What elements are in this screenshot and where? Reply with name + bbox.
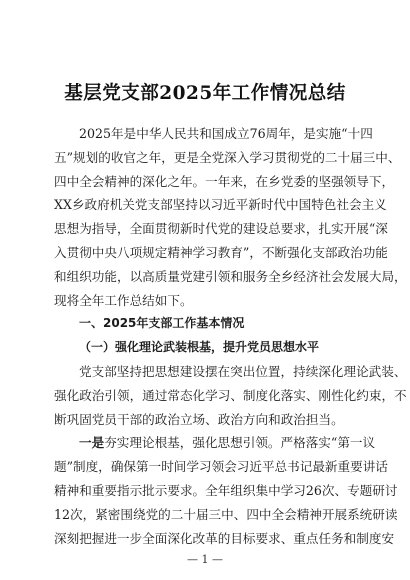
text-line: 五”规划的收官之年，更是全党深入学习贯彻党的二十届三中、: [54, 149, 401, 165]
text-line: 四中全会精神的深化之年。一年来，在乡党委的坚强领导下，: [54, 173, 395, 189]
text-line: 2025年是中华人民共和国成立76周年，是实施“十四: [79, 126, 373, 141]
page-number: — 1 —: [187, 553, 223, 566]
paragraph-lead: 一是: [79, 435, 105, 451]
text-line: 入贯彻中央八项规定精神学习教育”，不断强化支部政治功能: [54, 244, 388, 260]
text-line: 断巩固党员干部的政治立场、政治方向和政治担当。: [54, 411, 344, 427]
document-title: 基层党支部2025年工作情况总结: [64, 83, 346, 104]
text-line: 题”制度，确保第一时间学习领会习近平总书记最新重要讲话: [54, 459, 388, 475]
text-line: 强化政治引领，通过常态化学习、制度化落实、刚性化约束，不: [54, 387, 407, 403]
text-fragment: 夯实理论根基，强化思想引领。严格落实“第一议: [104, 435, 376, 451]
text-line: 现将全年工作总结如下。: [54, 292, 193, 308]
text-line: 党支部坚持把思想建设摆在突出位置，持续深化理论武装、: [79, 363, 407, 379]
text-line: 深刻把握进一步全面深化改革的目标要求、重点任务和制度安: [54, 530, 395, 546]
text-line: [54, 431, 376, 455]
text-line: 12次，紧密围绕党的二十届三中、四中全会精神开展系统研读: [54, 506, 398, 522]
section-heading: 一、2025年支部工作基本情况: [79, 316, 245, 331]
text-line: 思想为指导，全面贯彻新时代党的建设总要求，扎实开展“深: [54, 221, 388, 237]
text-line: 精神和重要指示批示要求。全年组织集中学习26次、专题研讨: [54, 482, 398, 498]
intro-paragraph: [54, 122, 407, 550]
text-line: XX乡政府机关党支部坚持以习近平新时代中国特色社会主义: [54, 197, 387, 213]
text-line: 和组织功能，以高质量党建引领和服务全乡经济社会发展大局，: [54, 268, 407, 284]
subsection-heading: （一）强化理论武装根基，提升党员思想水平: [79, 340, 320, 355]
